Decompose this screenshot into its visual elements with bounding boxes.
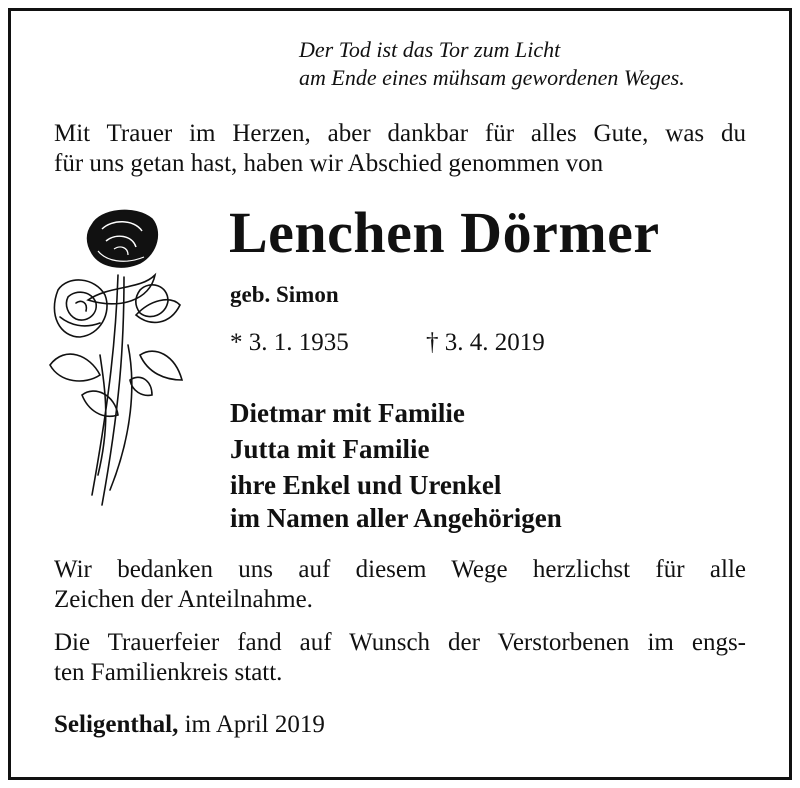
mourner-line: im Namen aller Angehörigen (230, 503, 562, 533)
motto-line-1: Der Tod ist das Tor zum Licht (299, 37, 561, 62)
place-name: Seligenthal, (54, 711, 179, 738)
funeral-line-1: Die Trauerfeier fand auf Wunsch der Verstorbenen im engs- (54, 629, 746, 656)
maiden-name: geb. Simon (230, 282, 339, 307)
mourner-line: Dietmar mit Familie (230, 398, 465, 428)
rose-icon (40, 205, 190, 515)
motto-line-2: am Ende eines mühsam gewordenen Weges. (299, 65, 685, 90)
deceased-name: Lenchen Dörmer (229, 200, 660, 265)
date-text: im April 2019 (178, 711, 325, 738)
mourner-line: Jutta mit Familie (230, 434, 430, 464)
funeral-line-2: ten Familienkreis statt. (54, 659, 283, 686)
thanks-line-2: Zeichen der Anteilnahme. (54, 586, 313, 613)
place-date-line (54, 710, 325, 740)
intro-line-1: Mit Trauer im Herzen, aber dankbar für alles Gute, was du (54, 120, 746, 147)
birth-date: * 3. 1. 1935 (230, 329, 349, 356)
mourner-line: ihre Enkel und Urenkel (230, 470, 502, 500)
thanks-line-1: Wir bedanken uns auf diesem Wege herzlichst für alle (54, 556, 746, 583)
intro-line-2: für uns getan hast, haben wir Abschied genommen von (54, 150, 604, 177)
death-date: † 3. 4. 2019 (426, 329, 545, 356)
